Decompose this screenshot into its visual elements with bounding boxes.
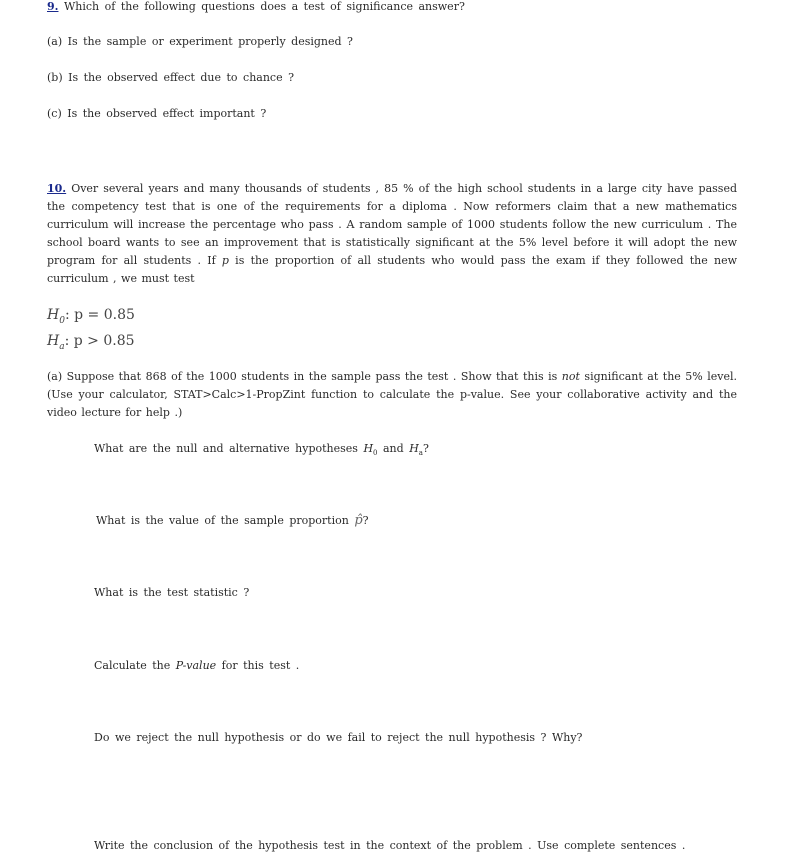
ha-statement: : p > 0.85	[64, 333, 135, 349]
subq-pval-term: P-value	[175, 659, 217, 672]
q10-part-a	[47, 368, 737, 422]
q10-intro	[47, 180, 737, 288]
part-a-pre: (a) Suppose that 868 of the 1000 students in the sample pass the test . Show that this is	[47, 370, 562, 383]
subq-hyp-end: ?	[422, 442, 429, 455]
subq-pval-post: for this test .	[221, 659, 300, 672]
subq-pval-pre: Calculate the	[94, 659, 171, 672]
subq-p-value	[94, 659, 299, 673]
q9-text: Which of the following questions does a test of significance answer?	[63, 0, 465, 13]
q10-intro-pre: Over several years and many thousands of students , 85 % of the high school students in a large city have passed the competency test that is one of the requirements for a diploma . Now reformers claim that a new mathematics curriculum will increase the percentage who pass . A random sample of 1000 students follow the new curriculum . The school board wants to see an improvement that is statistically significant at the 5% level before it will adopt the new program for all students . If	[47, 182, 738, 267]
q9-number: 9.	[47, 0, 59, 13]
subq-test-statistic: What is the test statistic ?	[94, 586, 250, 599]
subq-sample-proportion	[96, 514, 369, 528]
q9-option-b: (b) Is the observed effect due to chance ?	[47, 71, 294, 84]
p-hat-symbol: p̂	[354, 513, 363, 528]
null-hypothesis	[47, 306, 135, 330]
subq-prop-end: ?	[362, 514, 369, 527]
subq-conclusion: Write the conclusion of the hypothesis test in the context of the problem . Use complete sentences .	[94, 839, 686, 852]
q9-option-a: (a) Is the sample or experiment properly designed ?	[47, 35, 353, 48]
part-a-post: significant at the 5% level. (Use your calculator, STAT>Calc>1-PropZint function to calculate the p-value. See your collaborative activity and the video lecture for help .)	[47, 370, 738, 419]
subq-hyp-text: What are the null and alternative hypotheses	[94, 442, 358, 455]
q10-number: 10.	[47, 182, 67, 195]
ha-symbol: H	[47, 333, 60, 349]
subq-hypotheses	[94, 442, 429, 460]
subq-ha-sub: a	[418, 449, 423, 458]
subq-h0-sub: 0	[373, 449, 378, 458]
part-a-not: not	[561, 370, 580, 383]
ha-subscript: a	[59, 341, 65, 352]
q10-intro-post: is the proportion of all students who would pass the exam if they followed the new curriculum , we must test	[47, 254, 737, 285]
subq-reject: Do we reject the null hypothesis or do we fail to reject the null hypothesis ? Why?	[94, 731, 583, 744]
q10-intro-p: p	[221, 254, 229, 267]
subq-ha-symbol: H	[409, 442, 419, 455]
alternative-hypothesis	[47, 332, 135, 356]
h0-statement: : p = 0.85	[64, 307, 135, 323]
h0-symbol: H	[47, 307, 60, 323]
q9-option-c: (c) Is the observed effect important ?	[47, 107, 267, 120]
h0-subscript: 0	[59, 315, 65, 326]
subq-prop-text: What is the value of the sample proportion	[96, 514, 349, 527]
subq-h0-symbol: H	[363, 442, 374, 455]
q9-question	[47, 0, 465, 14]
subq-and: and	[383, 442, 404, 455]
